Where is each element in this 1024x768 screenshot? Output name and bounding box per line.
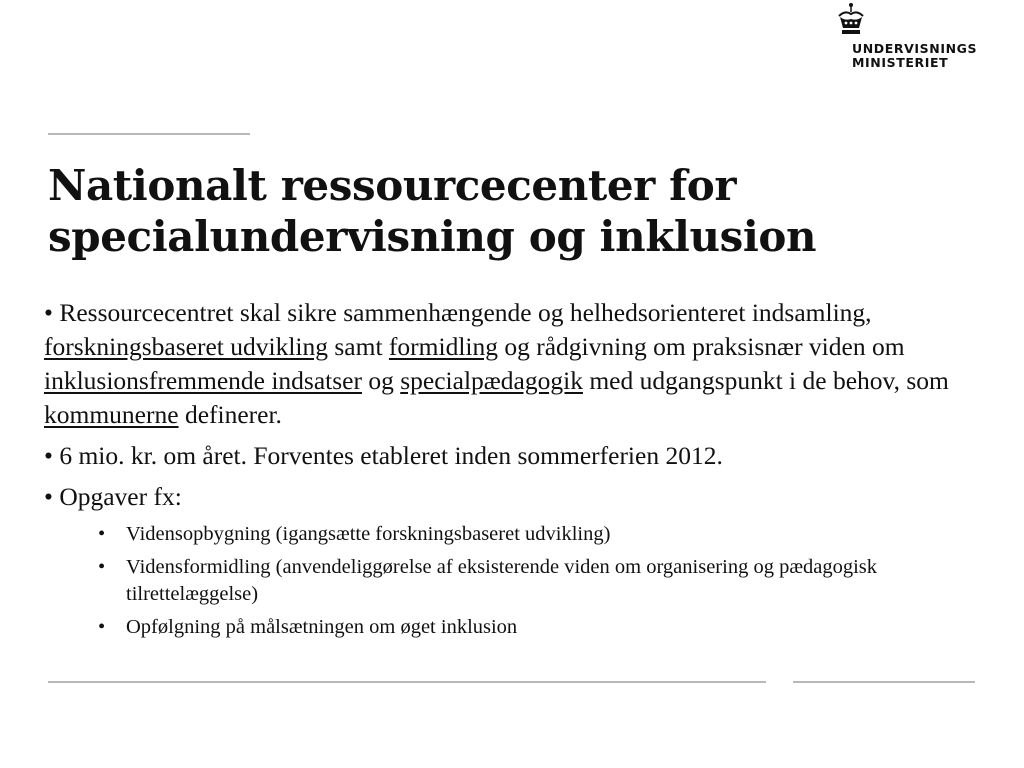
logo-line-2: MINISTERIET: [852, 55, 949, 70]
sub-bullet-item: [98, 554, 964, 608]
bullet-glyph: •: [44, 298, 53, 327]
text-segment: definerer.: [178, 400, 282, 429]
bottom-divider-right: [793, 681, 975, 683]
ministry-logo: [836, 2, 986, 72]
text-segment: og rådgivning om praksisnær viden om: [498, 332, 905, 361]
title-line-1: Nationalt ressourcecenter for: [48, 161, 737, 210]
bullet-text: Opgaver fx:: [59, 482, 182, 511]
slide-body: [44, 296, 964, 647]
top-divider: [48, 133, 250, 135]
bullet-glyph: •: [98, 523, 106, 545]
sub-bullet-text: Opfølgning på målsætningen om øget inklusion: [126, 616, 518, 638]
logo-line-1: UNDERVISNINGS: [852, 41, 978, 56]
title-line-2: specialundervisning og inklusion: [48, 212, 817, 261]
text-segment: med udgangspunkt i de behov, som: [582, 366, 949, 395]
bullet-glyph: •: [98, 616, 106, 638]
bullet-paragraph-2: [44, 439, 964, 473]
text-segment: samt: [328, 332, 389, 361]
link-kommunerne[interactable]: kommunerne: [44, 400, 179, 429]
bullet-glyph: •: [44, 482, 53, 511]
sub-bullet-item: [98, 614, 964, 641]
logo-wordmark: [852, 42, 977, 70]
bullet-glyph: •: [44, 441, 53, 470]
link-specialpaedagogik[interactable]: specialpædagogik: [400, 366, 583, 395]
bullet-glyph: •: [98, 556, 106, 578]
bullet-text: 6 mio. kr. om året. Forventes etableret inden sommerferien 2012.: [59, 441, 723, 470]
link-formidling[interactable]: formidling: [388, 332, 498, 361]
link-forskningsbaseret-udvikling[interactable]: forskningsbaseret udvikling: [44, 332, 328, 361]
sub-bullet-list: [44, 521, 964, 641]
bullet-paragraph-3: [44, 480, 964, 514]
text-segment: og: [361, 366, 401, 395]
bullet-paragraph-1: [44, 296, 964, 432]
crown-icon: [836, 2, 866, 36]
slide-title: [48, 160, 988, 262]
bottom-divider-left: [48, 681, 766, 683]
link-inklusionsfremmende-indsatser[interactable]: inklusionsfremmende indsatser: [44, 366, 362, 395]
sub-bullet-item: [98, 521, 964, 548]
text-segment: Ressourcecentret skal sikre sammenhængende og helhedsorienteret indsamling,: [59, 298, 872, 327]
sub-bullet-text: Vidensformidling (anvendeliggørelse af eksisterende viden om organisering og pædagogisk tilrettelæggelse): [126, 556, 878, 605]
sub-bullet-text: Vidensopbygning (igangsætte forskningsbaseret udvikling): [126, 523, 611, 545]
